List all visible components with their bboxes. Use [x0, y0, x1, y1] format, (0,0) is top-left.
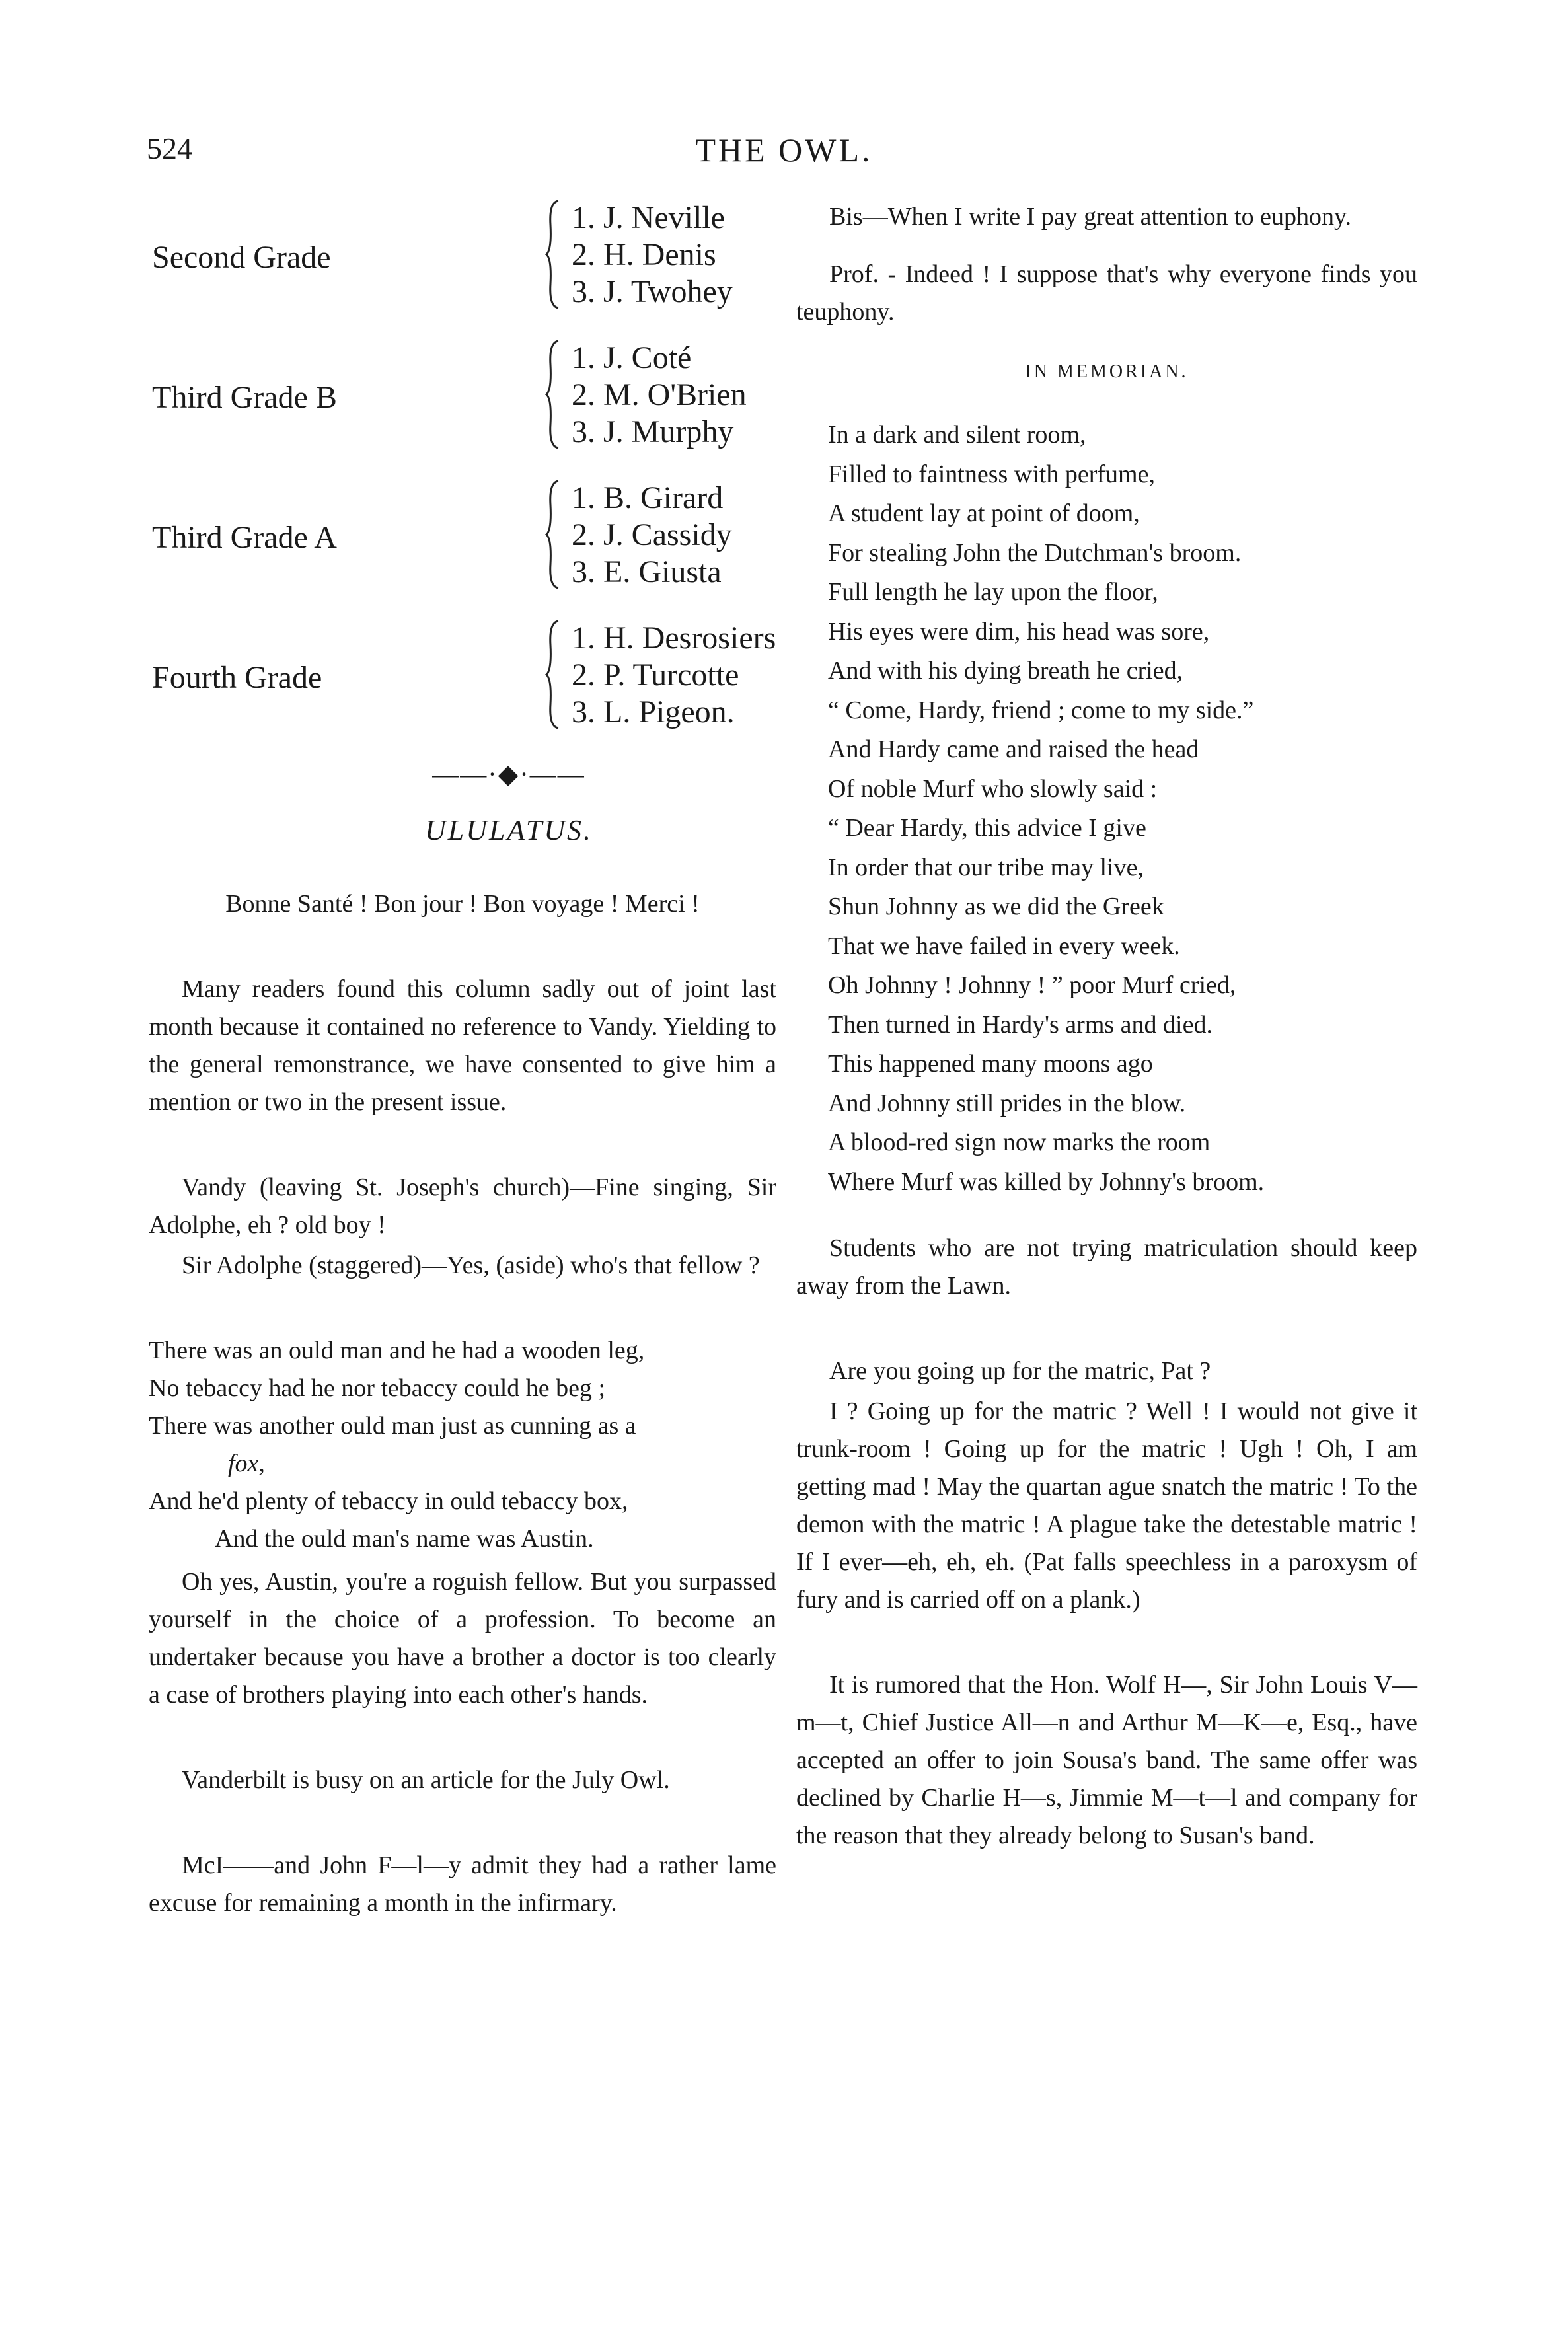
paragraph: Oh yes, Austin, you're a roguish fellow. But you surpassed yourself in the choice of a profession. To become an undertaker because you have a brother a doctor is too clearly a case of brothers playing into each other's hands. [149, 1568, 776, 1709]
running-head: THE OWL. [695, 131, 873, 168]
grade-label: Second Grade [152, 240, 331, 275]
left-column [149, 198, 776, 1942]
poem-line: In order that our tribe may live, [828, 853, 1144, 881]
grade-list-third-b [149, 338, 776, 470]
poem-line: Full length he lay upon the floor, [828, 578, 1158, 606]
greeting-line: Bonne Santé ! Bon jour ! Bon voyage ! Merci ! [225, 890, 700, 918]
poem-line: That we have failed in every week. [828, 932, 1180, 960]
grade-entry: 3. E. Giusta [572, 554, 722, 589]
poem-line: And Hardy came and raised the head [828, 735, 1199, 763]
verse-line: There was an ould man and he had a wooden leg, [149, 1337, 645, 1364]
grade-entry: 1. J. Neville [572, 200, 725, 235]
verse-line: No tebaccy had he nor tebaccy could he beg ; [149, 1374, 606, 1402]
poem-title: IN MEMORIAN. [1025, 361, 1189, 382]
grade-entry: 2. P. Turcotte [572, 657, 739, 692]
paragraph: Vanderbilt is busy on an article for the July Owl. [182, 1766, 670, 1794]
grade-label: Third Grade A [152, 520, 337, 555]
grade-entry: 1. H. Desrosiers [572, 620, 776, 655]
paragraph: Vandy (leaving St. Joseph's church)—Fine singing, Sir Adolphe, eh ? old boy ! [149, 1173, 776, 1239]
poem-line: A blood-red sign now marks the room [828, 1129, 1211, 1156]
grade-entry: 3. L. Pigeon. [572, 694, 735, 729]
grade-label: Fourth Grade [152, 660, 322, 695]
paragraph: It is rumored that the Hon. Wolf H—, Sir John Louis V—m—t, Chief Justice All—n and Arthur M—K—e, Esq., have accepted an offer to join Sousa's band. The same offer was declined by Charlie H—s, Jimmie M—t—l and company for the reason that they already belong to Susan's band. [796, 1671, 1417, 1849]
poem-line: His eyes were dim, his head was sore, [828, 617, 1210, 646]
poem-line: “ Dear Hardy, this advice I give [828, 814, 1146, 842]
paragraph: Prof. - Indeed ! I suppose that's why everyone finds you teuphony. [796, 260, 1417, 326]
grade-entry: 1. J. Coté [572, 340, 692, 375]
grade-entry: 2. J. Cassidy [572, 517, 732, 552]
poem-line: Shun Johnny as we did the Greek [828, 893, 1164, 920]
grade-list-second [149, 198, 776, 330]
poem-line: “ Come, Hardy, friend ; come to my side.” [828, 696, 1254, 724]
right-column [796, 198, 1417, 1874]
poem-line: Of noble Murf who slowly said : [828, 774, 1158, 803]
poem-line: And with his dying breath he cried, [828, 657, 1183, 685]
paragraph: Bis—When I write I pay great attention to euphony. [829, 203, 1352, 231]
section-title: ULULATUS. [425, 814, 593, 846]
grade-entry: 2. M. O'Brien [572, 377, 747, 412]
paragraph: Many readers found this column sadly out of joint last month because it contained no reference to Vandy. Yielding to the general remonstrance, we have consented to give him a mention or two in the present issue. [149, 975, 776, 1116]
poem-line: Oh Johnny ! Johnny ! ” poor Murf cried, [828, 971, 1236, 999]
poem [828, 416, 1417, 1202]
verse-line: There was another ould man just as cunning as a [149, 1412, 636, 1440]
verse-line: And the ould man's name was Austin. [215, 1525, 594, 1553]
verse-block [149, 1332, 776, 1558]
grade-entry: 1. B. Girard [572, 480, 724, 515]
poem-line: For stealing John the Dutchman's broom. [828, 538, 1242, 567]
grade-entry: 3. J. Twohey [572, 274, 733, 309]
brace-icon [545, 618, 561, 731]
poem-line: A student lay at point of doom, [828, 500, 1140, 527]
grade-entry: 2. H. Denis [572, 237, 716, 272]
poem-line: This happened many moons ago [828, 1050, 1153, 1078]
poem-line: Then turned in Hardy's arms and died. [828, 1010, 1213, 1039]
brace-icon [545, 338, 561, 451]
poem-line: Where Murf was killed by Johnny's broom. [828, 1168, 1265, 1196]
poem-line: In a dark and silent room, [828, 421, 1086, 449]
paragraph: McI——and John F––l––y admit they had a rather lame excuse for remaining a month in the infirmary. [149, 1851, 776, 1917]
brace-icon [545, 198, 561, 311]
page-number: 524 [147, 131, 192, 165]
verse-line: And he'd plenty of tebaccy in ould tebaccy box, [149, 1487, 628, 1515]
grade-label: Third Grade B [152, 380, 337, 415]
paragraph: I ? Going up for the matric ? Well ! I would not give it trunk-room ! Going up for the matric ! Ugh ! Oh, I am getting mad ! May the quartan ague snatch the matric ! To the demon with the matric ! A plague take the detestable matric ! If I ever—eh, eh, eh. (Pat falls speechless in a paroxysm of fury and is carried off on a plank.) [796, 1397, 1417, 1614]
verse-line: fox, [228, 1450, 265, 1477]
grade-list-fourth [149, 618, 776, 751]
brace-icon [545, 478, 561, 591]
paragraph: Sir Adolphe (staggered)—Yes, (aside) who's that fellow ? [182, 1251, 760, 1279]
section-divider: ——·◆·—— [432, 759, 585, 789]
poem-line: Filled to faintness with perfume, [828, 460, 1155, 488]
paragraph: Are you going up for the matric, Pat ? [829, 1357, 1211, 1385]
grade-list-third-a [149, 478, 776, 611]
grade-entry: 3. J. Murphy [572, 414, 734, 449]
poem-line: And Johnny still prides in the blow. [828, 1089, 1186, 1117]
paragraph: Students who are not trying matriculation should keep away from the Lawn. [796, 1234, 1417, 1300]
